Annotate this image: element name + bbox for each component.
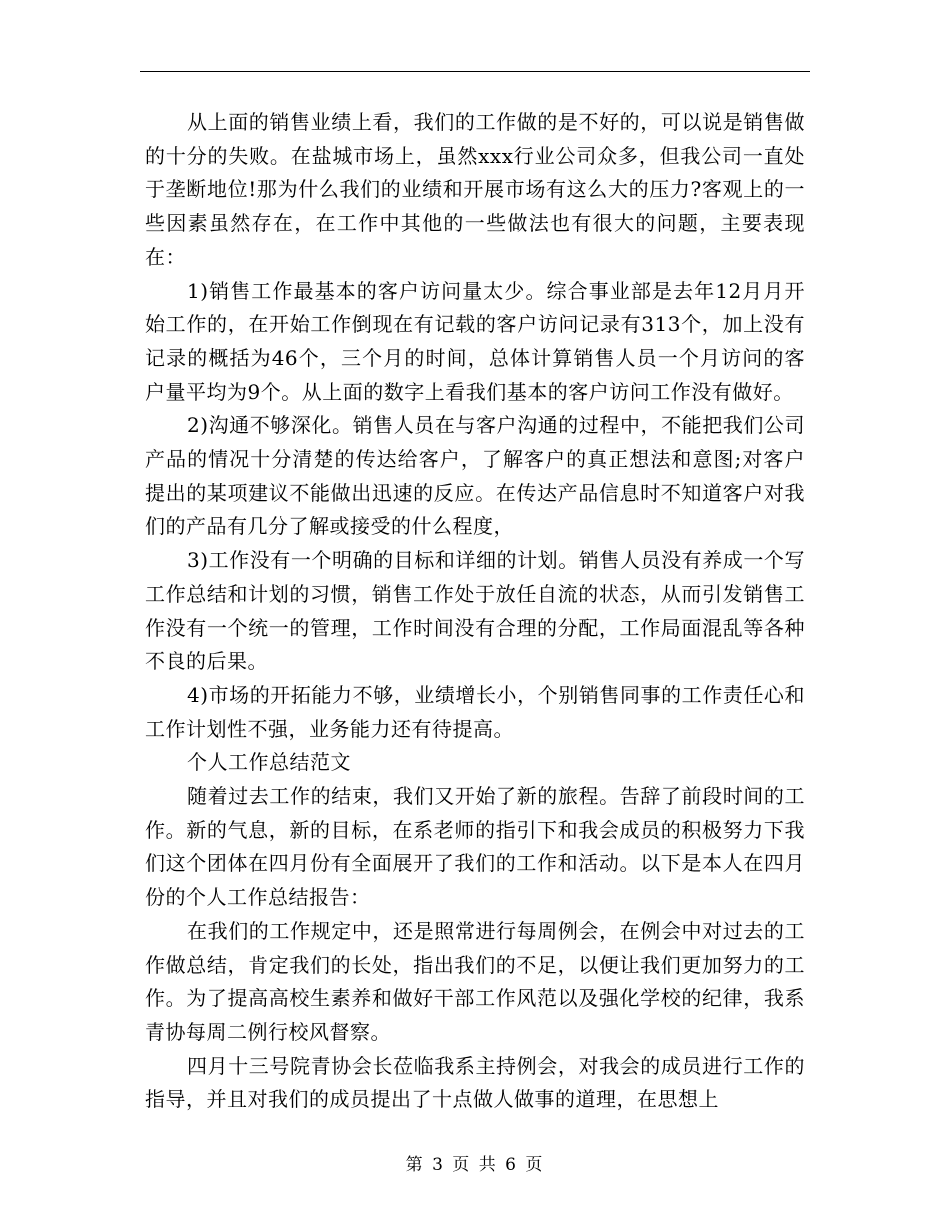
paragraph-point-4: 4)市场的开拓能力不够，业绩增长小，个别销售同事的工作责任心和工作计划性不强，业务能力还有待提高。 [145, 682, 805, 741]
paragraph-intro: 随着过去工作的结束，我们又开始了新的旅程。告辞了前段时间的工作。新的气息，新的目标，在系老师的指引下和我会成员的积极努力下我们这个团体在四月份有全面展开了我们的工作和活动。以下是本人在四月份的个人工作总结报告： [145, 784, 805, 910]
header-rule [140, 71, 810, 72]
paragraph-april-13: 四月十三号院青协会长莅临我系主持例会，对我会的成员进行工作的指导，并且对我们的成员提出了十点做人做事的道理，在思想上 [145, 1053, 805, 1112]
paragraph-sales-performance: 从上面的销售业绩上看，我们的工作做的是不好的，可以说是销售做的十分的失败。在盐城市场上，虽然xxx行业公司众多，但我公司一直处于垄断地位!那为什么我们的业绩和开展市场有这么大的压力?客观上的一些因素虽然存在，在工作中其他的一些做法也有很大的问题，主要表现在： [145, 110, 805, 269]
paragraph-point-3: 3)工作没有一个明确的目标和详细的计划。销售人员没有养成一个写工作总结和计划的习惯，销售工作处于放任自流的状态，从而引发销售工作没有一个统一的管理，工作时间没有合理的分配，工作局面混乱等各种不良的后果。 [145, 548, 805, 674]
paragraph-weekly-meeting: 在我们的工作规定中，还是照常进行每周例会，在例会中对过去的工作做总结，肯定我们的长处，指出我们的不足，以便让我们更加努力的工作。为了提高高校生素养和做好干部工作风范以及强化学校的纪律，我系青协每周二例行校风督察。 [145, 918, 805, 1044]
paragraph-point-1: 1)销售工作最基本的客户访问量太少。综合事业部是去年12月月开始工作的，在开始工作倒现在有记载的客户访问记录有313个，加上没有记录的概括为46个，三个月的时间，总体计算销售人员一个月访问的客户量平均为9个。从上面的数字上看我们基本的客户访问工作没有做好。 [145, 278, 805, 404]
section-heading: 个人工作总结范文 [187, 750, 351, 775]
page-footer: 第 3 页 共 6 页 [405, 1155, 545, 1175]
paragraph-point-2: 2)沟通不够深化。销售人员在与客户沟通的过程中，不能把我们公司产品的情况十分清楚的传达给客户，了解客户的真正想法和意图;对客户提出的某项建议不能做出迅速的反应。在传达产品信息时不知道客户对我们的产品有几分了解或接受的什么程度， [145, 413, 805, 539]
document-body [145, 106, 805, 1117]
